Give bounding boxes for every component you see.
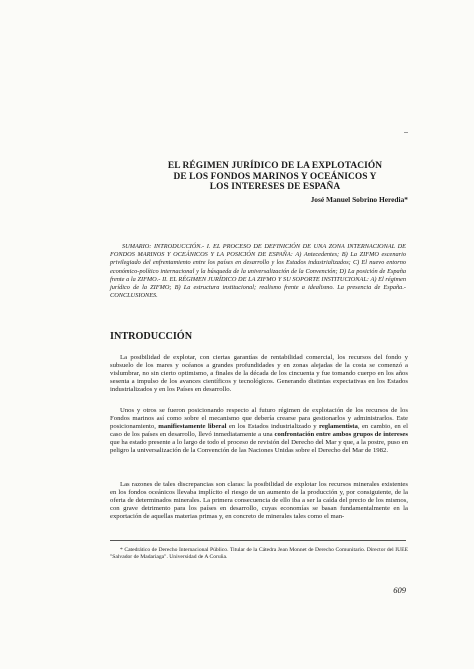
emphasis-confrontacion: confrontación entre ambos grupos de intereses [274, 431, 408, 439]
emphasis-liberal: manifiestamente liberal [158, 423, 227, 431]
footnote-text: * Catedrático de Derecho Internacional Público. Titular de la Cátedra Jean Monnet de Derecho Comunitario. Director del IUEE "Salvador de Madariaga". Universidad de A Coruña. [110, 547, 408, 561]
page-number: 609 [393, 585, 406, 595]
title-line-2: DE LOS FONDOS MARINOS Y OCEÁNICOS Y [173, 171, 377, 182]
scan-mark [404, 132, 408, 133]
paragraph-1-text: La posibilidad de explotar, con ciertas garantías de rentabilidad comercial, los recursos del fondo y subsuelo de los mares y océanos a grandes profundidades y en zonas alejadas de la costa se comenzó a vislumbrar, no sin cierto optimismo, a finales de la década de los cincuenta y fue tomando cuerpo en los años sesenta a impulso de los avances científicos y tecnológicos. Generando distintas expectativas en los Estados industrializados y en los Países en desarrollo. [110, 354, 408, 394]
paragraph-2 [110, 407, 408, 456]
footnote [110, 547, 408, 561]
paragraph-2-text-d: que ha estado presente a lo largo de todo el proceso de revisión del Derecho del Mar y que, a la postre, puso en peligro la universalización de la Convención de las Naciones Unidas sobre el Derecho del Mar de 1982. [110, 439, 408, 455]
summary-text: SUMARIO: INTRODUCCIÓN.- I. EL PROCESO DE DEFINICIÓN DE UNA ZONA INTERNACIONAL DE FONDOS MARINOS Y OCEÁNICOS Y LA POSICIÓN DE ESPAÑA: A) Antecedentes; B) La ZIFMO escenario privilegiado del enfrentamiento entre los países en desarrollo y los Estados industrializados; C) El nuevo entorno económico-político internacional y la búsqueda de la universalización de la Convención; D) La posición de España frente a la ZIFMO.- II. EL RÉGIMEN JURÍDICO DE LA ZIFMO Y SU SOPORTE INSTITUCIONAL: A) El régimen jurídico de la ZIFMO; B) La estructura institucional; realismo frente a idealismo. La presencia de España.- CONCLUSIONES. [110, 243, 406, 300]
title-line-1: EL RÉGIMEN JURÍDICO DE LA EXPLOTACIÓN [167, 161, 383, 171]
summary-block [110, 243, 406, 300]
paragraph-3-text: Las razones de tales discrepancias son claras: la posibilidad de explotar los recursos minerales existentes en los fondos oceánicos llevaba implícito el riesgo de un aumento de la producción y, por consiguiente, de la oferta de determinados minerales. La primera consecuencia de ello iba a ser la caída del precio de los mismos, con grave detrimento para los países en desarrollo, cuyas economías se basan fundamentalmente en la exportación de aquellas materias primas y, en concreto de minerales tales como el man- [110, 481, 408, 521]
article-title [150, 161, 400, 193]
section-heading: INTRODUCCIÓN [110, 331, 193, 342]
paragraph-2-text-b: en los Estados industrializado y [226, 423, 319, 431]
author-name: José Manuel Sobrino Heredia* [310, 195, 408, 204]
title-line-3: LOS INTERESES DE ESPAÑA [209, 182, 341, 192]
paragraph-3 [110, 481, 408, 521]
footnote-rule [110, 540, 406, 541]
emphasis-reglamentista: reglamentista [318, 423, 358, 431]
paragraph-2-text-c: , en cambio, en el caso de los países en desarrollo, llevó inmediatamente a una [110, 423, 408, 439]
paragraph-2-text-a: Unos y otros se fueron posicionando respecto al futuro régimen de explotación de los recursos de los Fondos marinos así como sobre el mecanismo que debería crearse para gestionarlos y administrarlos. Este posicionamiento, [110, 407, 408, 431]
paragraph-1 [110, 354, 408, 394]
